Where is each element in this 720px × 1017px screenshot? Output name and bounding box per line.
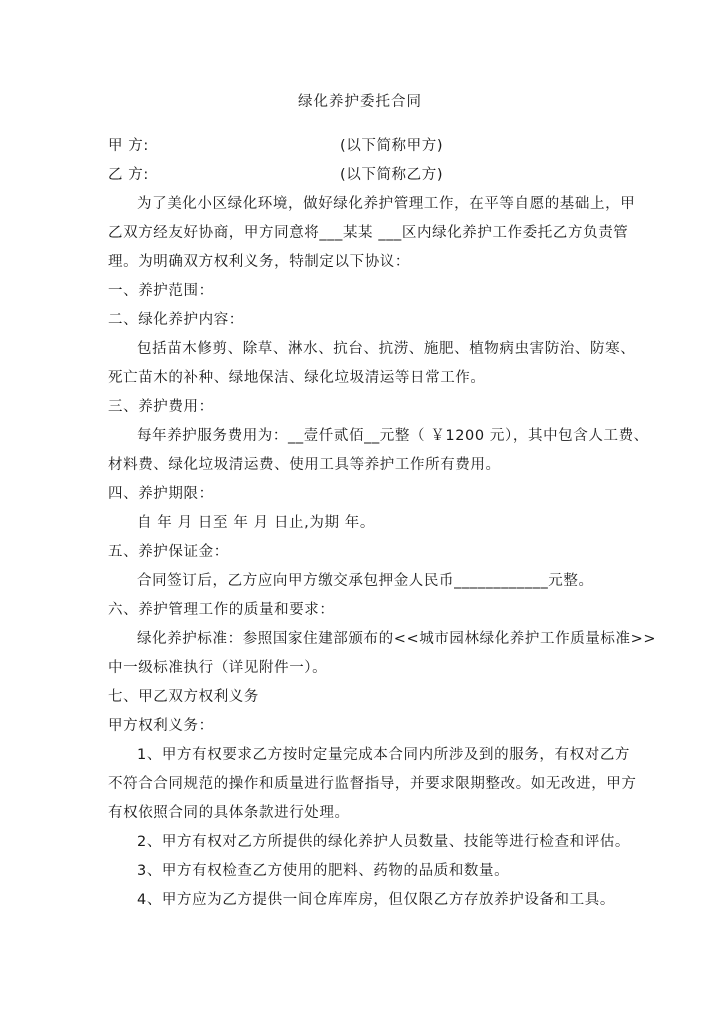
- section-heading: 七、甲乙双方权利义务: [108, 689, 259, 705]
- clause-text: 有权依照合同的具体条款进行处理。: [108, 805, 350, 821]
- section-heading: 六、养护管理工作的质量和要求：: [108, 602, 335, 618]
- clause-text: 1、甲方有权要求乙方按时定量完成本合同内所涉及到的服务，有权对乙方: [137, 747, 631, 763]
- section-text: 绿化养护标准：参照国家住建部颁布的<<城市园林绿化养护工作质量标准>>: [137, 631, 657, 647]
- party-b-line: [108, 163, 612, 192]
- party-a-label: 甲 方:: [108, 138, 149, 154]
- clause-text: 2、甲方有权对乙方所提供的绿化养护人员数量、技能等进行检查和评估。: [137, 834, 631, 850]
- section-text: 包括苗木修剪、除草、淋水、抗台、抗涝、施肥、植物病虫害防治、防寒、: [137, 341, 636, 357]
- party-b-note: (以下简称乙方): [340, 167, 444, 183]
- section-heading: 一、养护范围：: [108, 283, 214, 299]
- section-heading: 五、养护保证金：: [108, 544, 229, 560]
- section-heading: 二、绿化养护内容：: [108, 312, 244, 328]
- intro-line: 为了美化小区绿化环境，做好绿化养护管理工作，在平等自愿的基础上，甲: [137, 196, 636, 212]
- party-a-note: (以下简称甲方): [340, 138, 444, 154]
- document-body: [108, 134, 657, 917]
- section-heading: 四、养护期限：: [108, 486, 214, 502]
- intro-line: 乙双方经友好协商，甲方同意将___某某 ___区内绿化养护工作委托乙方负责管: [108, 225, 629, 241]
- section-subheading: 甲方权利义务：: [108, 718, 214, 734]
- section-text: 每年养护服务费用为：__壹仟贰佰__元整（ ￥1200 元），其中包含人工费、: [137, 428, 649, 444]
- party-a-line: [108, 134, 612, 163]
- section-text: 中一级标准执行（详见附件一）。: [108, 660, 328, 676]
- section-heading: 三、养护费用：: [108, 399, 214, 415]
- intro-line: 理。为明确双方权利义务，特制定以下协议：: [108, 254, 410, 270]
- section-text: 材料费、绿化垃圾清运费、使用工具等养护工作所有费用。: [108, 457, 501, 473]
- section-text: 死亡苗木的补种、绿地保洁、绿化垃圾清运等日常工作。: [108, 370, 486, 386]
- clause-text: 3、甲方有权检查乙方使用的肥料、药物的品质和数量。: [137, 863, 510, 879]
- section-text: 自 年 月 日至 年 月 日止,为期 年。: [137, 515, 375, 531]
- section-text: 合同签订后，乙方应向甲方缴交承包押金人民币____________元整。: [137, 573, 594, 589]
- clause-text: 不符合合同规范的操作和质量进行监督指导，并要求限期整改。如无改进，甲方: [108, 776, 637, 792]
- document-title: 绿化养护委托合同: [298, 94, 422, 110]
- party-b-label: 乙 方:: [108, 167, 149, 183]
- clause-text: 4、甲方应为乙方提供一间仓库库房，但仅限乙方存放养护设备和工具。: [137, 892, 615, 908]
